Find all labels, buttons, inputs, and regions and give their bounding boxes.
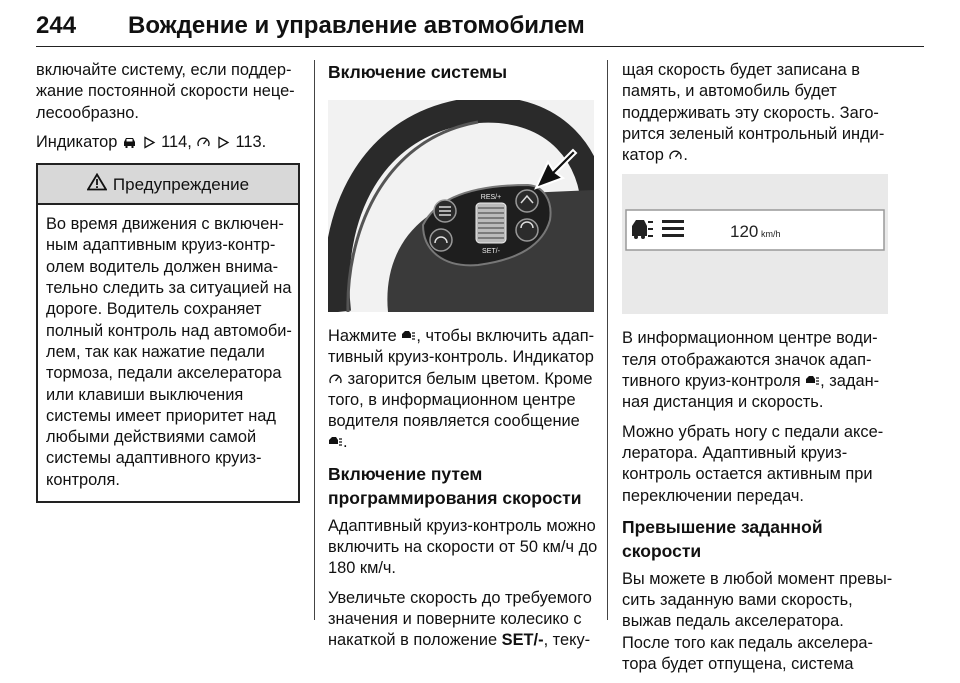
display-paragraph: В информационном центре води- теля отображаются значок адап- тивного круиз-контроля , задан- ная дистанция и скорость. — [622, 329, 880, 412]
car-icon — [122, 136, 137, 149]
intro-paragraph: включайте систему, если поддер- жание постоянной скорости неце- лесообразно. — [36, 61, 295, 122]
warning-header — [38, 165, 298, 205]
section-heading: Включение путем программирования скорости — [328, 463, 582, 508]
column-right — [622, 60, 893, 683]
warning-text: Во время движения с включен- ным адаптивным круиз-контр- олем водитель должен внима- тельно следить за ситуацией на дороге. Водитель сохраняет полный контроль над автомоби- лем, так как нажатие педали тормоза, педали акселератора или клавиши выключения системы имеет приоритет над любыми действиями самой системы адаптивного круиз- контроля. — [46, 215, 292, 489]
warning-box — [36, 163, 300, 503]
cruise-control-icon — [196, 136, 211, 149]
steering-wheel-illustration — [328, 100, 594, 312]
header-rule — [36, 46, 924, 47]
wheel-label-res: RES/+ — [480, 194, 502, 201]
pedal-paragraph: Можно убрать ногу с педали аксе- лератора. Адаптивный круиз- контроль остается активным при переключении передач. — [622, 422, 884, 505]
exceed-speed-paragraph: Вы можете в любой момент превы- сить заданную вами скорость, выжав педаль акселератора. После того как педаль акселера- тора будет отпущена, система — [622, 569, 893, 674]
column-divider — [314, 60, 315, 620]
warning-triangle-icon — [87, 173, 107, 196]
cruise-control-icon — [668, 149, 683, 162]
column-divider — [607, 60, 608, 620]
adaptive-cruise-icon — [328, 436, 343, 449]
set-speed-value: 120 — [730, 222, 759, 242]
page-title: Вождение и управление автомобилем — [128, 12, 585, 39]
page-ref-arrow-icon — [216, 136, 231, 149]
page-ref-arrow-icon — [142, 136, 157, 149]
cruise-control-icon — [328, 373, 343, 386]
memory-paragraph: щая скорость будет записана в память, и автомобиль будет поддерживать эту скорость. Заго- рится зеленый контрольный инди- катор . — [622, 61, 885, 165]
driver-info-display-illustration — [622, 174, 888, 314]
column-left — [36, 60, 300, 503]
wheel-label-set: SET/- — [482, 248, 500, 255]
section-heading: Превышение заданной скорости — [622, 516, 823, 561]
warning-title: Предупреждение — [112, 174, 250, 194]
set-speed-paragraph: Увеличьте скорость до требуемого значения и поверните колесико с накаткой в положение SET/-, теку- — [328, 588, 592, 650]
adaptive-cruise-icon — [805, 375, 820, 388]
adaptive-cruise-icon — [401, 330, 416, 343]
speed-range-paragraph: Адаптивный круиз-контроль можно включить на скорости от 50 км/ч до 180 км/ч. — [328, 516, 598, 578]
section-heading: Включение системы — [328, 62, 508, 82]
page-header — [36, 6, 924, 46]
page-number: 244 — [36, 12, 77, 39]
set-speed-unit: km/h — [761, 229, 781, 240]
activation-paragraph: Нажмите , чтобы включить адап- тивный круиз-контроль. Индикатор загорится белым цветом. Кроме того, в информационном центре водителя появляется сообщение . — [328, 327, 595, 452]
indicator-reference: Индикатор 114, 113. — [36, 132, 267, 151]
column-middle — [328, 60, 598, 660]
